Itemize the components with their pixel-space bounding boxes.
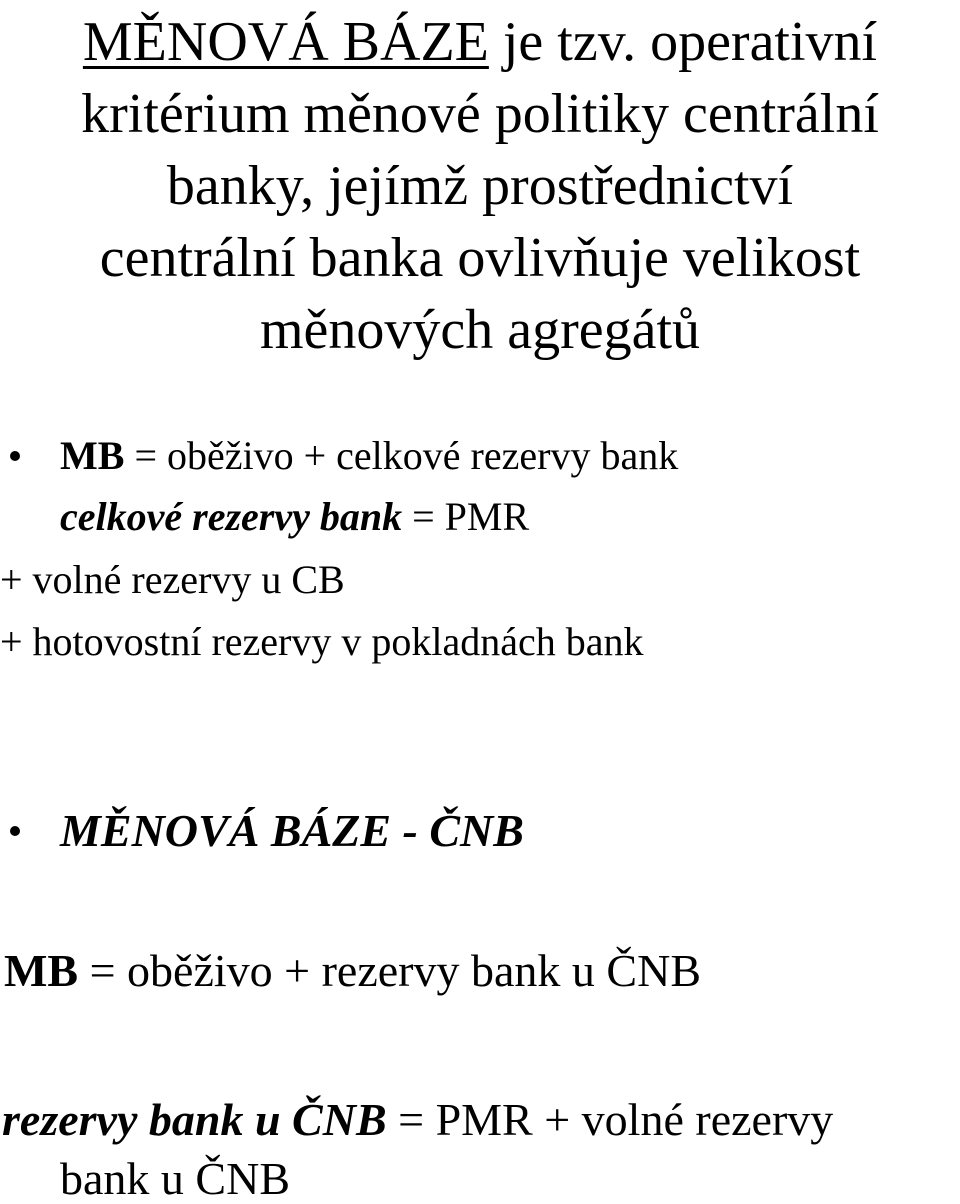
reserves-label: celkové rezervy bank [60,494,403,539]
bullet-2 [10,826,20,836]
reserves-equation: = PMR [402,494,530,539]
mb-definition [60,433,679,478]
cnb-reserves-label: rezervy bank u ČNB [2,1094,387,1145]
mb-label: MB [60,433,125,478]
title-line-3: banky, jejímž prostřednictví [166,155,794,217]
title-line-2: kritérium měnové politiky centrální [81,83,879,145]
cnb-mb-equation: = oběživo + rezervy bank u ČNB [78,945,701,996]
cnb-mb-definition [4,945,701,996]
cnb-reserves-continuation: bank u ČNB [60,1153,290,1204]
reserves-definition [60,494,530,539]
title-line-5: měnových agregátů [259,299,701,361]
mb-equation: = oběživo + celkové rezervy bank [124,433,679,478]
bullet-1 [10,451,20,461]
cnb-reserves-equation: = PMR + volné rezervy [386,1094,834,1145]
cnb-heading: MĚNOVÁ BÁZE - ČNB [60,805,524,856]
cnb-reserves-definition [2,1094,834,1145]
reserves-component-1: + volné rezervy u CB [0,557,345,602]
reserves-component-2: + hotovostní rezervy v pokladnách bank [0,619,644,664]
title-term: MĚNOVÁ BÁZE [82,11,489,73]
title-line-1 [0,11,960,73]
cnb-mb-label: MB [4,945,79,996]
title-line-4: centrální banka ovlivňuje velikost [99,227,861,289]
title-line-1-rest: je tzv. operativní [488,11,878,73]
